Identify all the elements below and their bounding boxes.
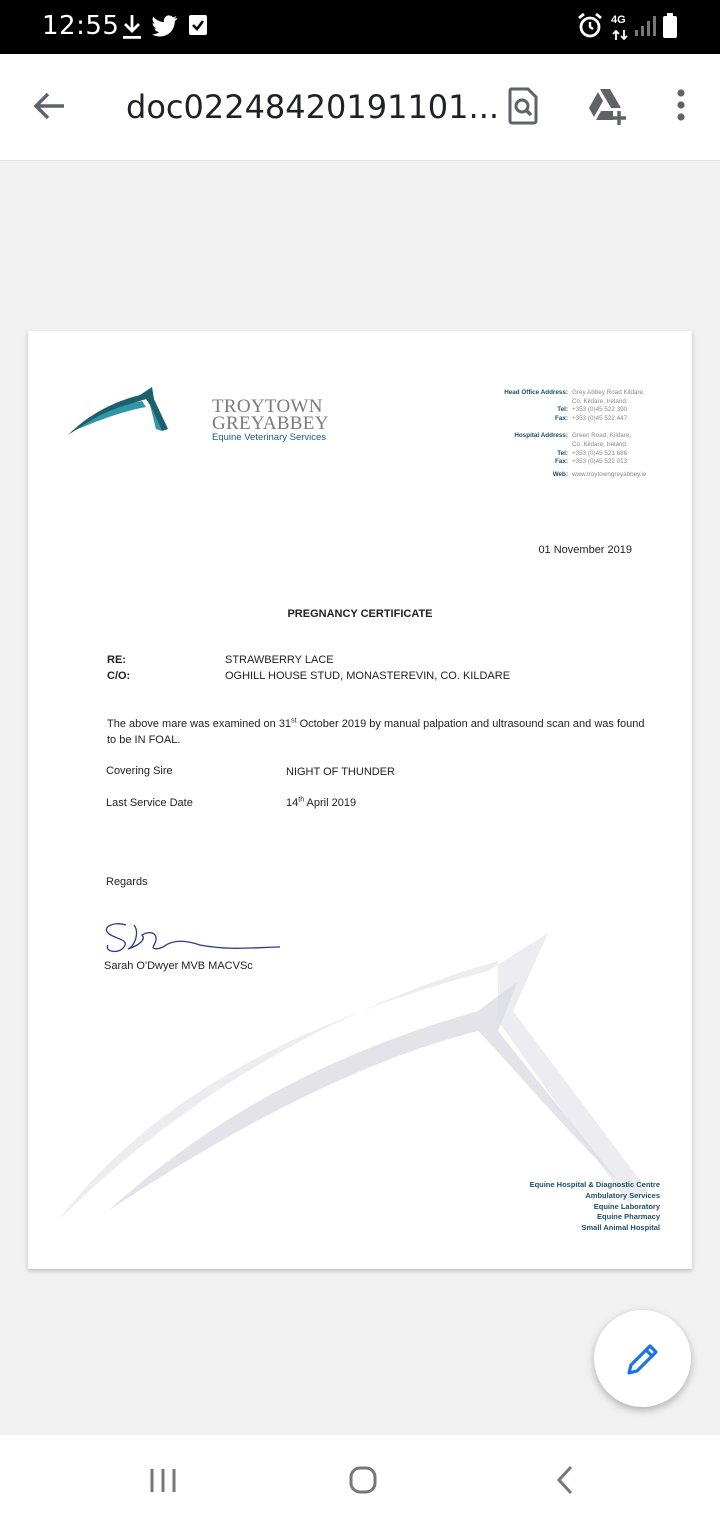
footer-line-4: Equine Pharmacy xyxy=(597,1212,660,1222)
alarm-icon xyxy=(576,12,604,45)
covering-sire-label: Covering Sire xyxy=(106,765,173,777)
footer-line-3: Equine Laboratory xyxy=(593,1201,660,1211)
exam-superscript: st xyxy=(291,717,297,725)
home-button[interactable] xyxy=(338,1455,388,1505)
navigation-bar xyxy=(0,1435,720,1520)
signatory-name: Sarah O'Dwyer MVB MACVSc xyxy=(104,960,253,972)
tel-label-2: Tel: xyxy=(557,449,568,457)
web-address: www.troytowngreyabbey.ie xyxy=(572,470,647,478)
last-service-superscript: th xyxy=(298,796,305,804)
hospital-label: Hospital Address: xyxy=(514,432,568,440)
recent-apps-icon xyxy=(138,1455,188,1505)
last-service-rest: April 2019 xyxy=(304,797,357,809)
checkbox-icon xyxy=(188,13,208,42)
app-bar xyxy=(0,54,720,161)
last-service-day: 14 xyxy=(286,797,299,809)
signal-icon xyxy=(634,14,658,43)
document-title: doc02248420191101... xyxy=(126,88,500,126)
fax-label-2: Fax: xyxy=(555,458,568,466)
co-value: OGHILL HOUSE STUD, MONASTEREVIN, CO. KILDARE xyxy=(225,670,511,682)
footer-line-2: Ambulatory Services xyxy=(585,1190,660,1200)
status-time: 12:55 xyxy=(42,11,120,41)
document-page[interactable] xyxy=(28,331,692,1269)
battery-icon xyxy=(662,12,678,45)
recent-apps-button[interactable] xyxy=(138,1455,188,1505)
troytown-logo xyxy=(64,379,329,449)
logo-line2: GREYABBEY xyxy=(212,413,329,434)
logo-subtitle: Equine Veterinary Services xyxy=(212,432,327,443)
edit-fab-button[interactable] xyxy=(594,1310,691,1407)
head-office-label: Head Office Address: xyxy=(504,389,568,396)
horse-head-logo-icon xyxy=(64,379,176,441)
download-icon xyxy=(120,13,144,46)
re-label: RE: xyxy=(107,654,126,666)
tel-label: Tel: xyxy=(557,406,568,414)
add-to-drive-icon xyxy=(583,82,631,130)
find-in-page-button[interactable] xyxy=(499,82,547,130)
twitter-icon xyxy=(152,15,178,42)
edit-pencil-icon xyxy=(624,1340,662,1378)
hospital-line2: Co. Kildare, Ireland. xyxy=(572,440,628,448)
fax-1: +353 (0)45 522 447 xyxy=(572,414,628,422)
find-in-page-icon xyxy=(499,82,547,130)
head-office-line2: Co. Kildare, Ireland. xyxy=(572,397,628,405)
add-to-drive-button[interactable] xyxy=(583,82,631,130)
back-arrow-icon xyxy=(28,84,72,128)
fax-2: +353 (0)45 522 013 xyxy=(572,458,628,466)
hospital-line1: Green Road, Kildare, xyxy=(572,432,632,440)
home-icon xyxy=(338,1455,388,1505)
back-button[interactable] xyxy=(28,84,72,128)
head-office-line1: Grey Abbey Road Kildare, xyxy=(572,389,645,396)
exam-text-1: The above mare was examined on 31 xyxy=(107,718,292,730)
web-label: Web: xyxy=(552,470,568,478)
services-footer xyxy=(530,1180,660,1234)
re-value: STRAWBERRY LACE xyxy=(225,654,334,666)
tel-1: +353 (0)45 522 390 xyxy=(572,406,628,414)
network-type-label: 4G xyxy=(611,14,626,26)
footer-line-5: Small Animal Hospital xyxy=(581,1223,660,1233)
address-block xyxy=(448,389,678,479)
exam-text-2: October 2019 by manual palpation and ultrasound scan and was found to be IN FOAL. xyxy=(107,718,645,746)
more-options-button[interactable] xyxy=(657,82,705,130)
certificate-title: PREGNANCY CERTIFICATE xyxy=(287,608,433,620)
covering-sire-value: NIGHT OF THUNDER xyxy=(286,766,395,778)
logo-line1: TROYTOWN xyxy=(212,396,323,417)
handwritten-signature-image xyxy=(100,919,290,959)
regards-text: Regards xyxy=(106,876,148,888)
more-vert-icon xyxy=(657,82,705,130)
fax-label: Fax: xyxy=(555,414,568,422)
co-label: C/O: xyxy=(107,670,131,682)
footer-line-1: Equine Hospital & Diagnostic Centre xyxy=(529,1180,660,1189)
letter-date: 01 November 2019 xyxy=(538,544,632,556)
system-back-button[interactable] xyxy=(540,1455,590,1505)
tel-2: +353 (0)45 521 686 xyxy=(572,449,628,457)
examination-paragraph xyxy=(107,717,647,748)
data-arrows-icon xyxy=(612,28,628,46)
last-service-value xyxy=(286,797,356,809)
status-bar xyxy=(0,0,720,54)
last-service-label: Last Service Date xyxy=(106,797,193,809)
back-icon xyxy=(540,1455,590,1505)
